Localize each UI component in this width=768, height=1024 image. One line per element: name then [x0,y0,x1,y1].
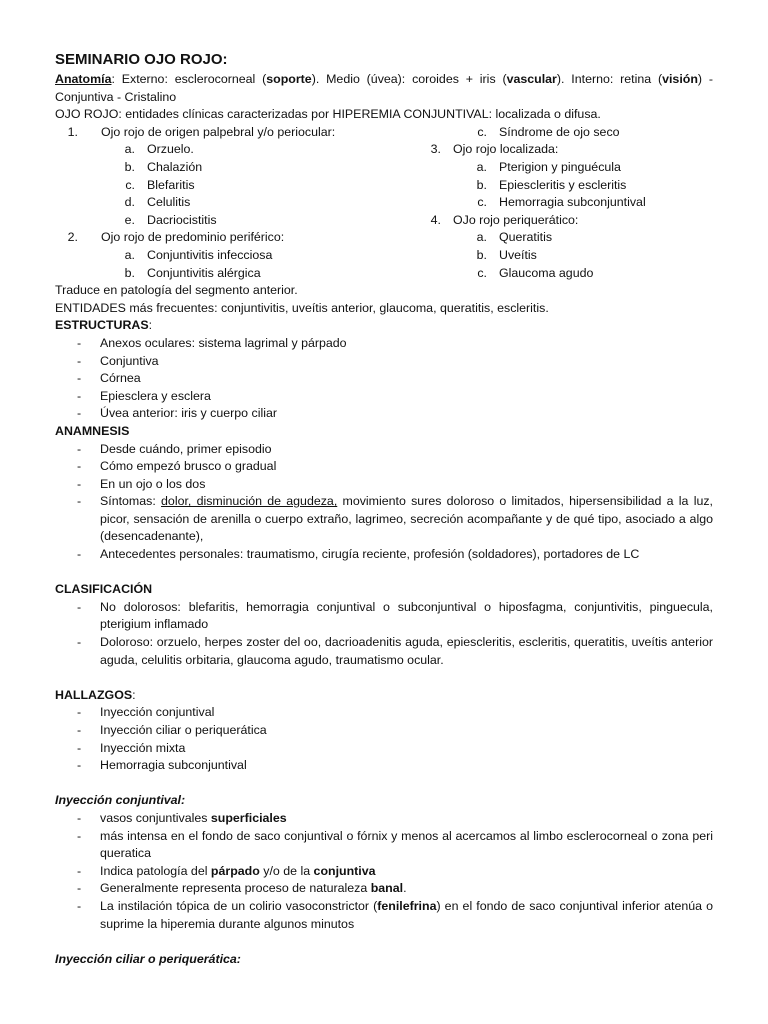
dash-bullet: - [77,863,82,878]
list-item-text: Orzuelo. [147,142,194,157]
list-letter: a. [124,142,135,157]
list-item [55,828,713,863]
clasificacion-list [55,599,713,669]
list-item-text: Epiescleritis y escleritis [499,177,627,192]
sintomas-item [55,493,713,546]
dash-bullet: - [77,476,82,491]
dash-bullet: - [77,388,82,403]
dash-bullet: - [77,494,82,509]
list-letter: c. [125,177,135,192]
list-item-text: Inyección mixta [100,740,186,755]
list-item [55,388,713,406]
entidades-line: ENTIDADES más frecuentes: conjuntivitis, uveítis anterior, glaucoma, queratitis, escleritis. [55,300,549,315]
list-item-text: Epiesclera y esclera [100,388,211,403]
list-letter: a. [476,159,487,174]
hallazgos-heading [55,687,713,705]
page-title: SEMINARIO OJO ROJO: [55,51,228,68]
list-item-text: Córnea [100,371,141,386]
list-item-text: Doloroso: orzuelo, herpes zoster del oo, dacrioadenitis aguda, epiescleritis, escleritis, queratitis, uveítis anterior aguda, celulitis orbitaria, glaucoma agudo, traumatismo ocular. [100,635,713,667]
section-heading: HALLAZGOS [55,687,133,702]
list-letter: a. [476,230,487,245]
list-letter: b. [124,159,135,174]
dash-bullet: - [77,810,82,825]
list-item-text: Chalazión [147,159,203,174]
classification-list [55,124,713,282]
dash-bullet: - [77,723,82,738]
list-number: 4. [430,212,441,227]
list-item-text: Inyección conjuntival [100,705,215,720]
list-number: 2. [67,230,78,245]
section-heading: ESTRUCTURAS [55,318,149,333]
list-item-text: Cómo empezó brusco o gradual [100,459,277,474]
estructuras-heading [55,317,713,335]
list-item [55,599,713,634]
list-group-label: Ojo rojo de predominio periférico: [101,230,285,245]
dash-bullet: - [77,599,82,614]
heading-colon: : [132,687,136,702]
list-item-text: Inyección ciliar o periquerática [100,723,267,738]
dash-bullet: - [77,828,82,843]
list-group-label: OJo rojo periquerático: [453,212,579,227]
anatomia-soporte: soporte [266,72,312,86]
list-letter: c. [477,265,487,280]
list-item-text: vasos conjuntivales [100,810,211,825]
anamnesis-list [55,441,713,564]
list-item [55,704,713,722]
list-item-text: Generalmente representa proceso de naturaleza [100,881,371,896]
list-item-text: En un ojo o los dos [100,476,206,491]
list-group-label: Ojo rojo de origen palpebral y/o periocular: [101,124,336,139]
list-letter: b. [476,247,487,262]
list-item-text: Hemorragia subconjuntival [499,195,646,210]
list-item [55,863,713,881]
list-item [55,898,713,933]
list-letter: c. [477,124,487,139]
list-item [55,880,713,898]
list-item-text: ) en el fondo de saco conjuntival inferior atenúa o suprime la hiperemia durante algunos minutos [100,898,713,931]
list-item-text: Antecedentes personales: traumatismo, cirugía reciente, profesión (soldadores), portadores de LC [100,547,640,562]
list-letter: c. [477,195,487,210]
list-item-text: No dolorosos: blefaritis, hemorragia conjuntival o subconjuntival o hiposfagma, conjuntivitis, pinguecula, pterigium inflamado [100,599,713,632]
list-item [55,546,713,564]
list-item-text: Desde cuándo, primer episodio [100,441,272,456]
list-item-text: Conjuntivitis infecciosa [147,247,273,262]
dash-bullet: - [77,740,82,755]
inyeccion-conjuntival-heading: Inyección conjuntival: [55,793,186,808]
list-item-text: Queratitis [499,230,553,245]
list-item-text: Indica patología del [100,863,211,878]
dash-bullet: - [77,898,82,913]
traduce-line: Traduce en patología del segmento anterior. [55,283,298,298]
list-group-label: Ojo rojo localizada: [453,142,559,157]
dash-bullet: - [77,547,82,562]
dash-bullet: - [77,705,82,720]
list-letter: d. [124,195,135,210]
dash-bullet: - [77,758,82,773]
list-item-text: Conjuntiva [100,353,159,368]
list-item-text: Blefaritis [147,177,195,192]
anatomia-paragraph [55,71,713,106]
dash-bullet: - [77,406,82,421]
list-item-text: Celulitis [147,195,191,210]
inyeccion-ciliar-heading: Inyección ciliar o periquerática: [55,951,241,966]
list-item-text: Glaucoma agudo [499,265,594,280]
list-item-text: Dacriocistitis [147,212,217,227]
list-item-text: Conjuntivitis alérgica [147,265,261,280]
list-item [55,353,713,371]
list-item [55,335,713,353]
anatomia-text-3: ). Interno: retina ( [556,72,663,86]
anatomia-label: Anatomía [55,72,112,86]
clasificacion-heading: CLASIFICACIÓN [55,582,153,597]
dash-bullet: - [77,881,82,896]
dash-bullet: - [77,635,82,650]
anatomia-text-4: ) - Conjuntiva - Cristalino [55,72,713,104]
list-letter: a. [124,247,135,262]
bold-term: párpado [210,863,260,878]
list-item-text: . [403,881,407,896]
list-item [55,722,713,740]
list-item [55,370,713,388]
anatomia-vascular: vascular [506,72,557,86]
list-letter: b. [124,265,135,280]
bold-term: superficiales [210,810,287,825]
list-item [55,634,713,669]
estructuras-list [55,335,713,423]
list-number: 3. [430,142,441,157]
dash-bullet: - [77,335,82,350]
dash-bullet: - [77,441,82,456]
anamnesis-heading: ANAMNESIS [55,423,130,438]
sintomas-underlined: dolor, disminución de agudeza, [161,494,338,509]
list-item-text: Pterigion y pinguécula [499,159,621,174]
list-item-text: Hemorragia subconjuntival [100,758,247,773]
anatomia-text-2: ). Medio (úvea): coroides + iris ( [311,72,507,86]
list-item [55,458,713,476]
list-item [55,740,713,758]
list-item-text: Síndrome de ojo seco [499,124,620,139]
list-item-text: más intensa en el fondo de saco conjuntival o fórnix y menos al acercamos al limbo esclerocorneal o zona peri queratica [100,828,713,861]
list-item [55,476,713,494]
sintomas-text: movimiento sures doloroso o limitados, hipersensibilidad a la luz, picor, sensación de arenilla o cuerpo extraño, lagrimeo, secreción acompañante y de qué tipo, asociado a algo (desencadenante), [100,494,713,544]
bold-term: conjuntiva [313,863,376,878]
list-item [55,757,713,775]
document-page [55,50,713,968]
list-item-text: Úvea anterior: iris y cuerpo ciliar [100,406,277,421]
list-item [55,441,713,459]
list-item [55,810,713,828]
bold-term: fenilefrina [377,898,437,913]
sintomas-label: Síntomas: [100,494,162,509]
bold-term: banal [370,881,404,896]
dash-bullet: - [77,371,82,386]
list-item [55,405,713,423]
list-letter: b. [476,177,487,192]
anatomia-text-1: : Externo: esclerocorneal ( [111,72,267,86]
anatomia-vision: visión [662,72,698,86]
list-item-text: Anexos oculares: sistema lagrimal y párpado [100,335,347,350]
list-item-text: y/o de la [259,863,314,878]
dash-bullet: - [77,353,82,368]
list-number: 1. [67,124,78,139]
list-item-text: Uveítis [499,247,537,262]
list-letter: e. [124,212,135,227]
ojo-rojo-definition: OJO ROJO: entidades clínicas caracterizadas por HIPEREMIA CONJUNTIVAL: localizada o difusa. [55,107,601,122]
inyeccion-conjuntival-list [55,810,713,933]
dash-bullet: - [77,459,82,474]
hallazgos-list [55,704,713,774]
heading-colon: : [148,318,153,333]
list-item-text: La instilación tópica de un colirio vasoconstrictor ( [100,898,378,913]
list-group-1 [55,124,475,142]
